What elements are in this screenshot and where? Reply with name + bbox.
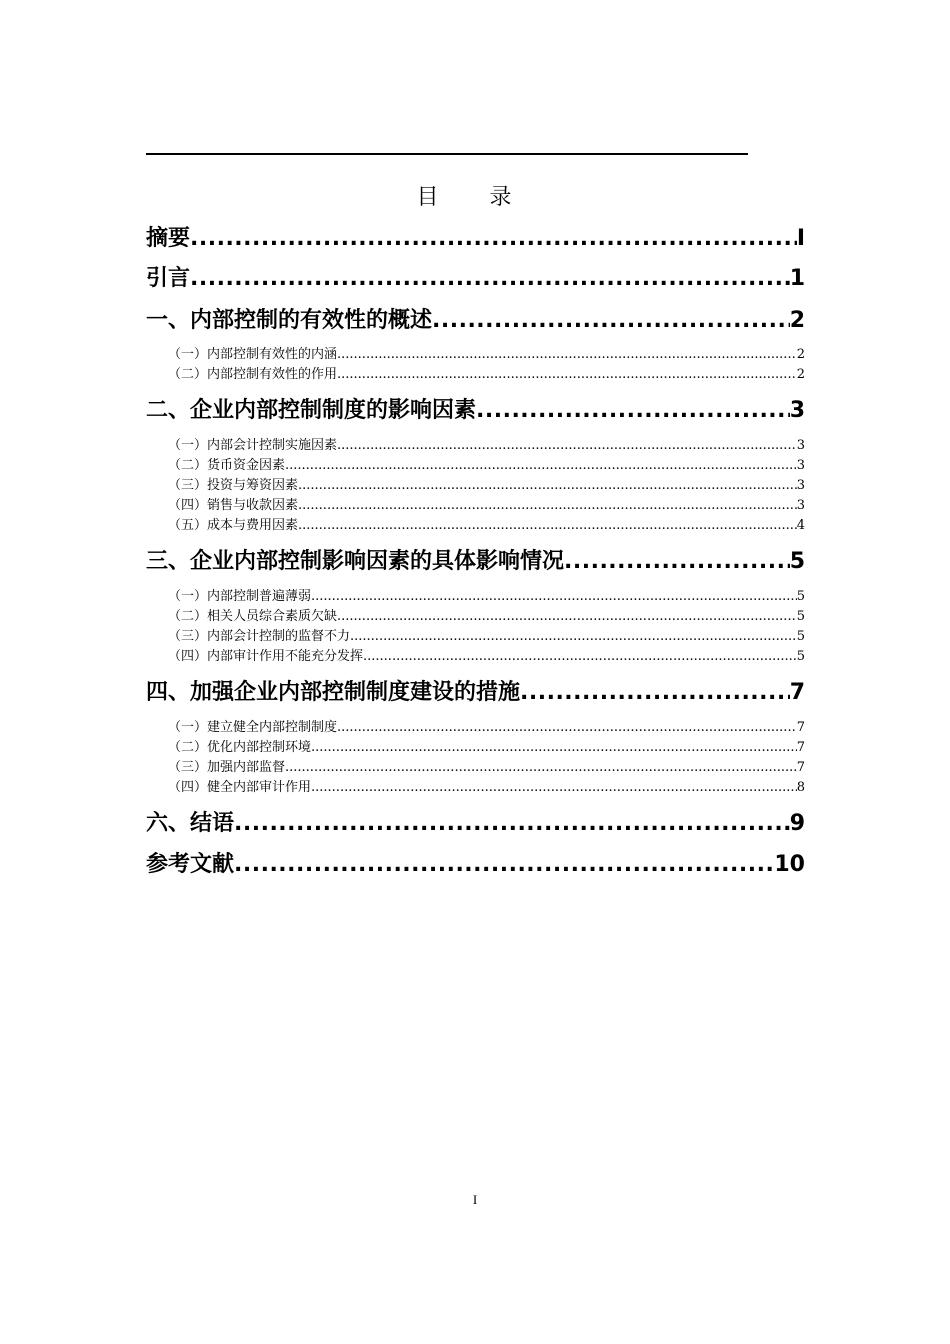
- toc-entry-page: 5: [789, 549, 805, 574]
- toc-leader-dots: [337, 719, 797, 737]
- toc-leader-dots: [298, 497, 797, 515]
- toc-leader-dots: [350, 628, 797, 646]
- toc-entry-page: 7: [796, 760, 805, 775]
- toc-entry-label: 参考文献: [146, 852, 235, 877]
- toc-leader-dots: [311, 739, 797, 757]
- toc-entry-chapter-1[interactable]: [146, 306, 805, 336]
- toc-entry-page: 2: [789, 308, 805, 333]
- toc-entry-references[interactable]: [146, 850, 805, 880]
- toc-entry-page: 7: [789, 680, 805, 705]
- toc-leader-dots: [363, 648, 797, 666]
- toc-entry-section[interactable]: [168, 779, 805, 797]
- toc-entry-section[interactable]: [168, 497, 805, 515]
- toc-leader-dots: [298, 517, 797, 535]
- toc-entry-page: 1: [789, 266, 805, 291]
- toc-leader-dots: [432, 306, 790, 336]
- toc-entry-label: （一）内部会计控制实施因素: [168, 438, 338, 453]
- toc-entry-label: （二）内部控制有效性的作用: [168, 367, 338, 382]
- toc-entry-section[interactable]: [168, 517, 805, 535]
- toc-entry-page: 9: [789, 811, 805, 836]
- toc-leader-dots: [190, 224, 797, 254]
- toc-leader-dots: [337, 366, 797, 384]
- toc-entry-page: 2: [796, 367, 805, 382]
- toc-leader-dots: [298, 477, 797, 495]
- toc-leader-dots: [234, 809, 790, 839]
- toc-entry-abstract[interactable]: [146, 224, 805, 254]
- toc-entry-page: 3: [789, 398, 805, 423]
- toc-entry-label: （二）货币资金因素: [168, 458, 286, 473]
- toc-entry-page: 5: [796, 609, 805, 624]
- toc-entry-section[interactable]: [168, 648, 805, 666]
- toc-leader-dots: [337, 346, 797, 364]
- toc-entry-label: 三、企业内部控制影响因素的具体影响情况: [146, 549, 565, 574]
- toc-entry-section[interactable]: [168, 437, 805, 455]
- toc-entry-chapter-3[interactable]: [146, 547, 805, 577]
- toc-leader-dots: [564, 547, 790, 577]
- toc-entry-page: 3: [796, 438, 805, 453]
- toc-entry-label: （四）内部审计作用不能充分发挥: [168, 649, 364, 664]
- toc-entry-page: 5: [796, 589, 805, 604]
- toc-entry-page: 3: [796, 498, 805, 513]
- toc-entry-page: 8: [796, 780, 805, 795]
- toc-entry-page: 7: [796, 720, 805, 735]
- page-number: I: [472, 1192, 478, 1207]
- toc-entry-section[interactable]: [168, 366, 805, 384]
- toc-entry-label: （三）内部会计控制的监督不力: [168, 629, 351, 644]
- toc-entry-label: （一）内部控制有效性的内涵: [168, 347, 338, 362]
- toc-leader-dots: [234, 850, 774, 880]
- toc-entry-page: 5: [796, 649, 805, 664]
- toc-entry-section[interactable]: [168, 588, 805, 606]
- toc-entry-label: 摘要: [146, 226, 191, 251]
- toc-entry-chapter-2[interactable]: [146, 396, 805, 426]
- toc-entry-label: 六、结语: [146, 811, 235, 836]
- toc-entry-page: 2: [796, 347, 805, 362]
- toc-entry-section[interactable]: [168, 759, 805, 777]
- header-rule: [146, 153, 748, 155]
- toc-leader-dots: [337, 608, 797, 626]
- toc-entry-label: （五）成本与费用因素: [168, 518, 299, 533]
- toc-entry-section[interactable]: [168, 477, 805, 495]
- toc-entry-label: （二）相关人员综合素质欠缺: [168, 609, 338, 624]
- toc-leader-dots: [285, 759, 797, 777]
- toc-leader-dots: [337, 437, 797, 455]
- toc-entry-section[interactable]: [168, 608, 805, 626]
- toc-entry-section[interactable]: [168, 719, 805, 737]
- toc-entry-section[interactable]: [168, 739, 805, 757]
- toc-entry-label: 一、内部控制的有效性的概述: [146, 308, 433, 333]
- toc-entry-conclusion[interactable]: [146, 809, 805, 839]
- toc-entry-label: （四）销售与收款因素: [168, 498, 299, 513]
- toc-entry-page: 3: [796, 458, 805, 473]
- toc-entry-label: （一）内部控制普遍薄弱: [168, 589, 312, 604]
- toc-entry-page: 7: [796, 740, 805, 755]
- toc-entry-page: 4: [796, 518, 805, 533]
- toc-entry-introduction[interactable]: [146, 264, 805, 294]
- toc-entry-page: 3: [796, 478, 805, 493]
- toc-entry-label: （二）优化内部控制环境: [168, 740, 312, 755]
- toc-leader-dots: [285, 457, 797, 475]
- toc-entry-label: 二、企业内部控制制度的影响因素: [146, 398, 477, 423]
- toc-entry-label: （三）投资与筹资因素: [168, 478, 299, 493]
- toc-entry-section[interactable]: [168, 628, 805, 646]
- toc-entry-label: （三）加强内部监督: [168, 760, 286, 775]
- toc-entry-label: 四、加强企业内部控制制度建设的措施: [146, 680, 521, 705]
- toc-entry-page: 5: [796, 629, 805, 644]
- toc-entry-page: I: [796, 226, 805, 251]
- toc-entry-label: （四）健全内部审计作用: [168, 780, 312, 795]
- toc-entry-label: 引言: [146, 266, 191, 291]
- toc-entry-label: （一）建立健全内部控制制度: [168, 720, 338, 735]
- toc-entry-page: 10: [774, 852, 805, 877]
- toc-leader-dots: [190, 264, 790, 294]
- toc-entry-section[interactable]: [168, 346, 805, 364]
- toc-title: 目 录: [416, 185, 534, 210]
- toc-leader-dots: [520, 678, 790, 708]
- toc-leader-dots: [311, 779, 797, 797]
- toc-entry-chapter-4[interactable]: [146, 678, 805, 708]
- toc-leader-dots: [476, 396, 790, 426]
- toc-leader-dots: [311, 588, 797, 606]
- toc-entry-section[interactable]: [168, 457, 805, 475]
